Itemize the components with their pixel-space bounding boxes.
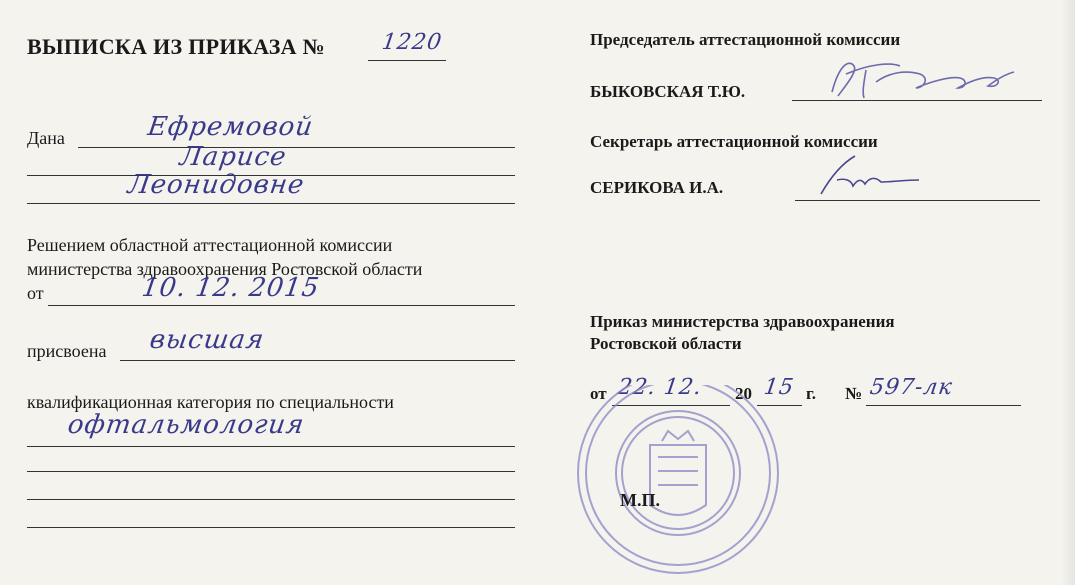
specialty-line-1 [27, 446, 515, 447]
secretary-label: Секретарь аттестационной комиссии [590, 132, 878, 151]
chairman-name: БЫКОВСКАЯ Т.Ю. [590, 82, 746, 101]
order-text-2: Ростовской области [590, 334, 742, 353]
qualification-label: квалификационная категория по специальности [27, 392, 394, 412]
dana-label: Дана [27, 128, 65, 148]
order-number-handwritten: 1220 [380, 30, 444, 55]
decision-date-handwritten: 10. 12. 2015 [139, 273, 322, 303]
order-num-handwritten: 597-лк [868, 375, 955, 400]
name-handwritten-3: Леонидовне [125, 170, 307, 200]
secretary-signature [815, 150, 925, 200]
chairman-signature [820, 52, 1020, 104]
order-day-handwritten: 22. 12. [616, 375, 704, 400]
name-line-3 [27, 203, 515, 204]
order-text-1: Приказ министерства здравоохранения [590, 312, 895, 331]
decision-ot-label: от [27, 283, 44, 303]
specialty-line-4 [27, 527, 515, 528]
order-number-line [368, 60, 446, 61]
order-year-prefix: 20 [735, 384, 752, 403]
paper-edge [1061, 0, 1075, 585]
order-date-ot-label: от [590, 384, 607, 403]
official-seal [570, 385, 790, 585]
secretary-signature-line [795, 200, 1040, 201]
decision-text-1: Решением областной аттестационной комиссии [27, 235, 393, 255]
decision-date-line [48, 305, 515, 306]
order-year-handwritten: 15 [762, 375, 796, 400]
name-handwritten-2: Ларисе [177, 142, 289, 172]
secretary-name: СЕРИКОВА И.А. [590, 178, 724, 197]
category-handwritten: высшая [147, 325, 267, 355]
order-num-line [866, 405, 1021, 406]
assigned-label: присвоена [27, 341, 107, 361]
decision-text-2: министерства здравоохранения Ростовской области [27, 259, 423, 279]
specialty-line-3 [27, 499, 515, 500]
chairman-label: Председатель аттестационной комиссии [590, 30, 901, 49]
order-num-label: № [845, 384, 863, 403]
name-line-1 [78, 147, 515, 148]
specialty-line-2 [27, 471, 515, 472]
category-line [120, 360, 515, 361]
specialty-handwritten: офтальмология [65, 410, 307, 440]
document-title: ВЫПИСКА ИЗ ПРИКАЗА № [27, 34, 326, 59]
stamp-place-label: М.П. [620, 490, 660, 510]
name-handwritten-1: Ефремовой [145, 112, 316, 142]
order-year-label: г. [806, 384, 817, 403]
